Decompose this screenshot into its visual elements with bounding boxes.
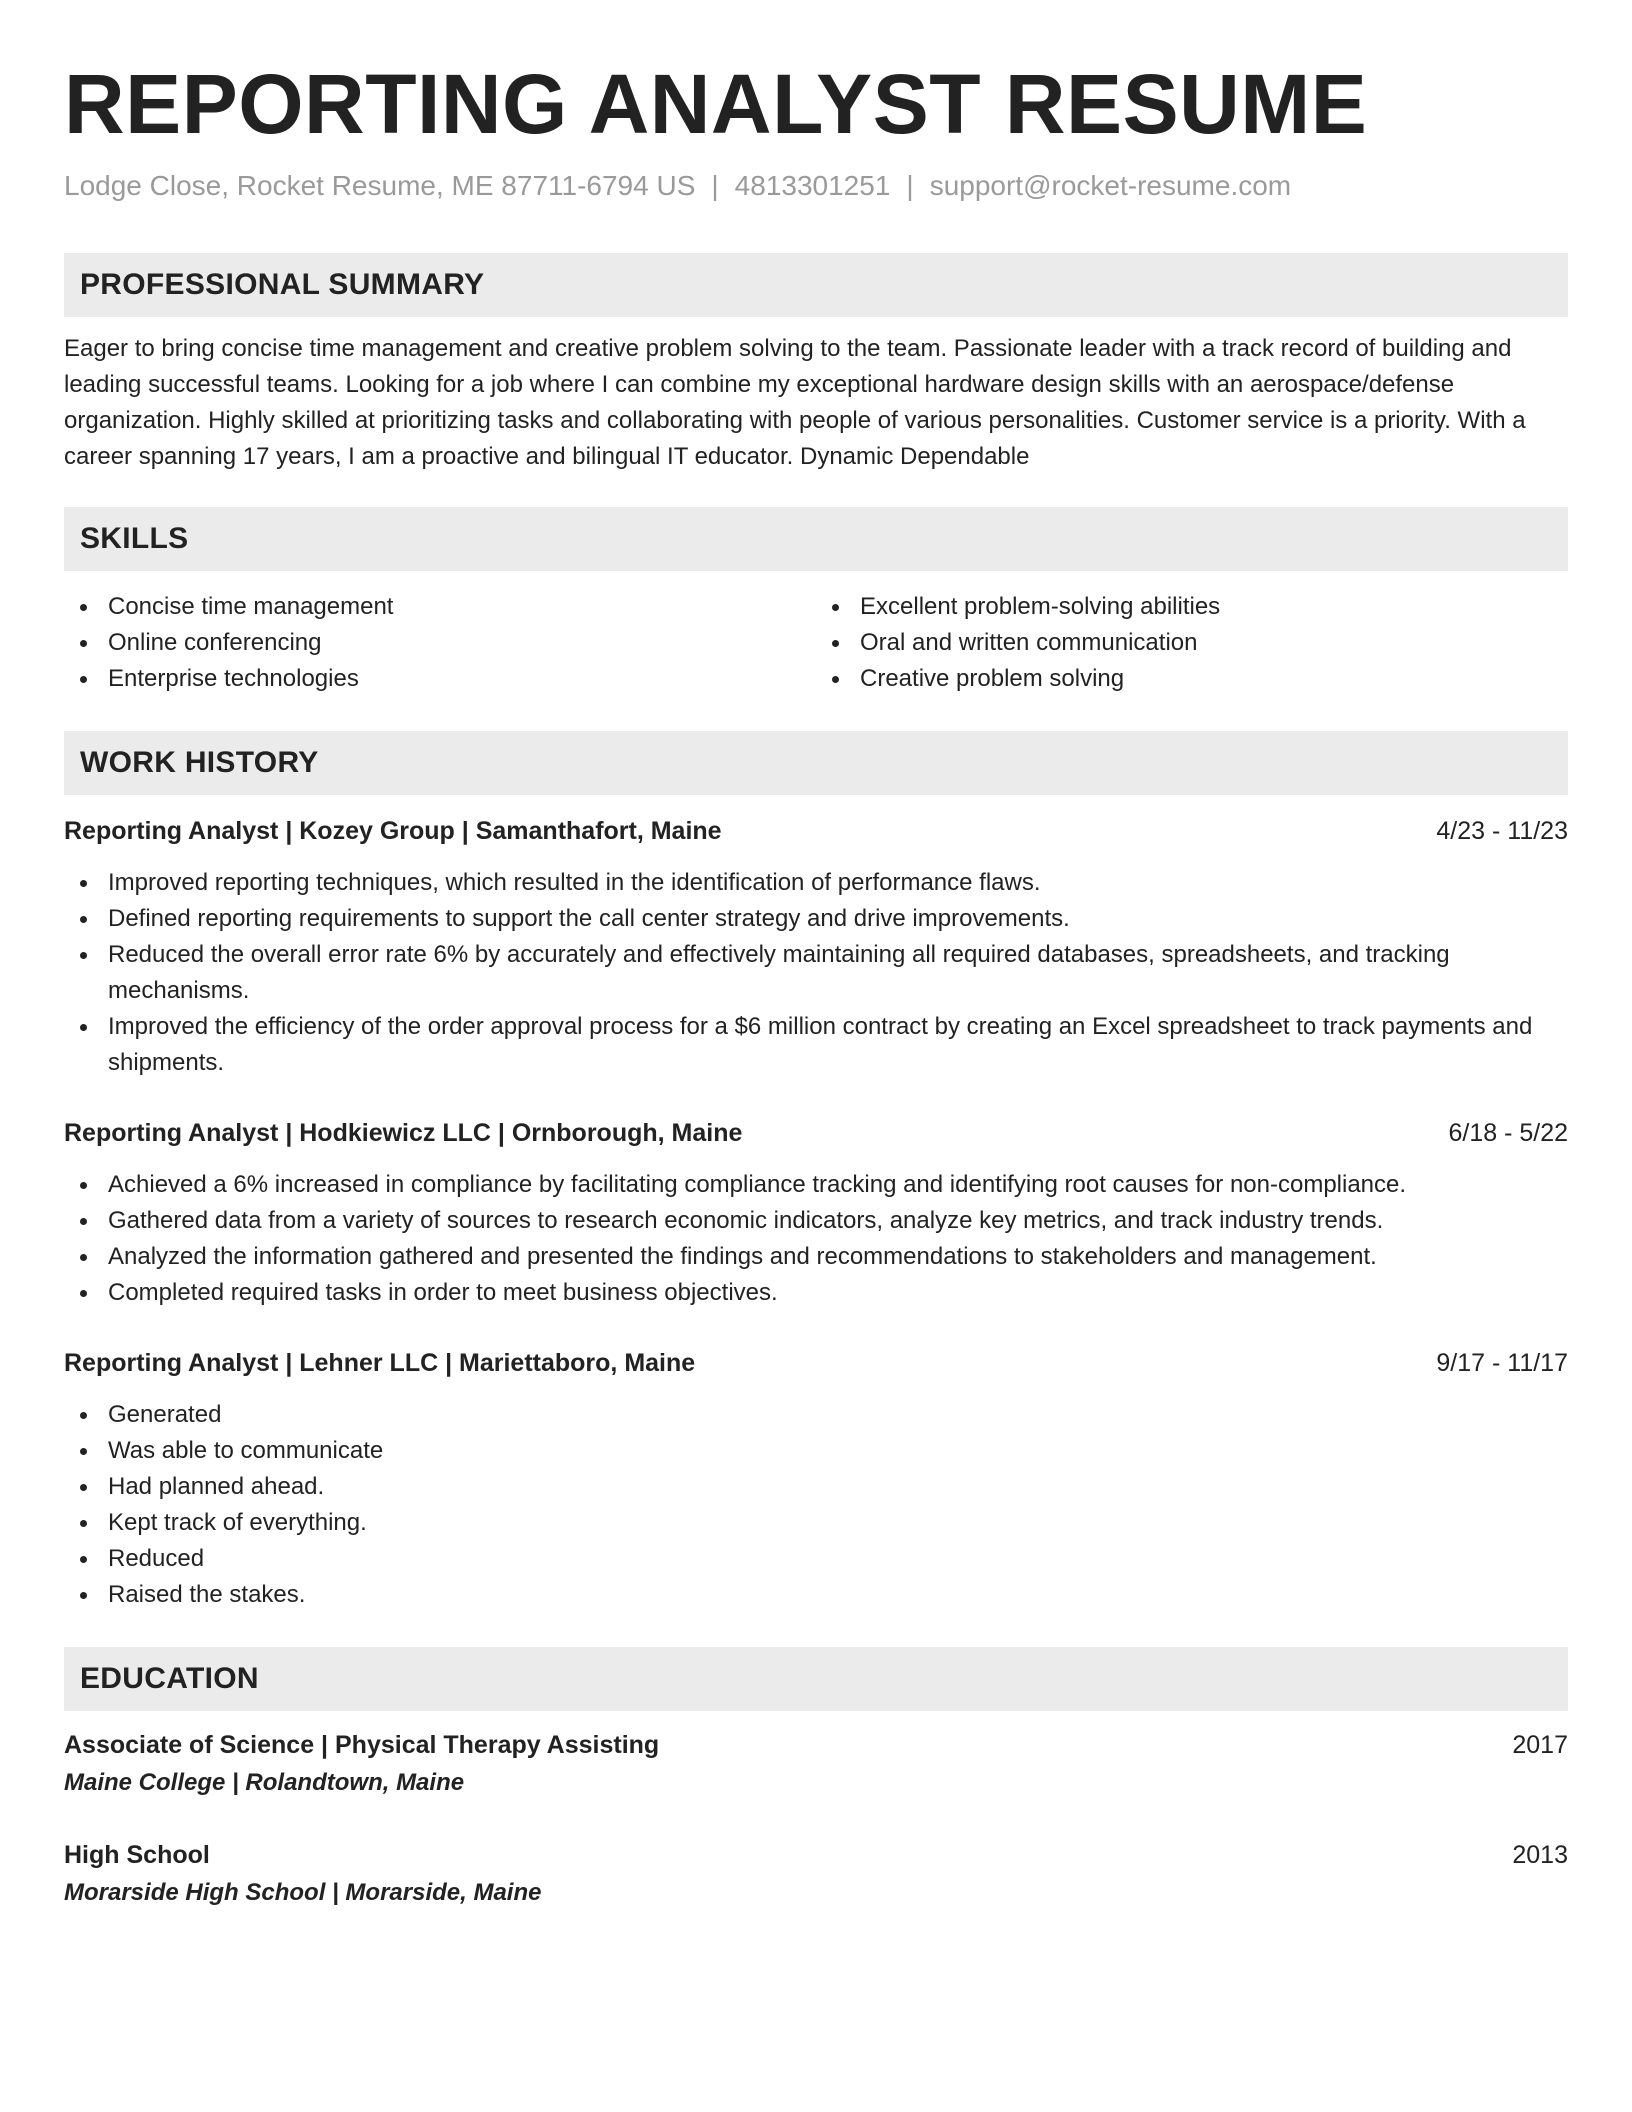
job-bullet: Had planned ahead. [64, 1469, 1568, 1505]
job-bullets [64, 1397, 1568, 1613]
graduation-year: 2013 [1512, 1841, 1568, 1869]
skill-item: Excellent problem-solving abilities [816, 589, 1568, 625]
job-title: Reporting Analyst | Kozey Group | Samanthafort, Maine [64, 817, 722, 845]
job-bullet: Generated [64, 1397, 1568, 1433]
graduation-year: 2017 [1512, 1731, 1568, 1759]
job-dates: 9/17 - 11/17 [1436, 1349, 1568, 1377]
job-bullet: Improved reporting techniques, which resulted in the identification of performance flaws. [64, 865, 1568, 901]
job-bullet: Defined reporting requirements to support the call center strategy and drive improvements. [64, 901, 1568, 937]
job-dates: 6/18 - 5/22 [1448, 1119, 1568, 1147]
job-bullet: Raised the stakes. [64, 1577, 1568, 1613]
contact-address: Lodge Close, Rocket Resume, ME 87711-6794 US [64, 170, 696, 201]
job-bullets [64, 865, 1568, 1081]
skills-column-left [64, 589, 816, 697]
education-entry [64, 1727, 1568, 1803]
job-bullets [64, 1167, 1568, 1311]
contact-separator: | [906, 170, 914, 201]
job-bullet: Was able to communicate [64, 1433, 1568, 1469]
school-name: Maine College | Rolandtown, Maine [64, 1769, 465, 1796]
skills-column-right [816, 589, 1568, 697]
skill-item: Creative problem solving [816, 661, 1568, 697]
job-bullet: Analyzed the information gathered and presented the findings and recommendations to stakeholders and management. [64, 1239, 1568, 1275]
work-history-heading: WORK HISTORY [64, 731, 1568, 795]
job-bullet: Reduced [64, 1541, 1568, 1577]
job-title: Reporting Analyst | Lehner LLC | Mariettaboro, Maine [64, 1349, 696, 1377]
contact-separator: | [711, 170, 719, 201]
job-bullet: Completed required tasks in order to meet business objectives. [64, 1275, 1568, 1311]
job-dates: 4/23 - 11/23 [1436, 817, 1568, 845]
skill-item: Oral and written communication [816, 625, 1568, 661]
summary-heading: PROFESSIONAL SUMMARY [64, 253, 1568, 317]
contact-phone: 4813301251 [734, 170, 891, 201]
job-title: Reporting Analyst | Hodkiewicz LLC | Ornborough, Maine [64, 1119, 743, 1147]
job-entry [64, 1345, 1568, 1613]
skills-heading: SKILLS [64, 507, 1568, 571]
contact-line [64, 166, 1568, 206]
skills-list [64, 589, 1568, 697]
contact-email: support@rocket-resume.com [929, 170, 1292, 201]
school-name: Morarside High School | Morarside, Maine [64, 1879, 542, 1906]
degree: Associate of Science | Physical Therapy Assisting [64, 1731, 660, 1759]
job-entry [64, 1115, 1568, 1311]
skill-item: Enterprise technologies [64, 661, 816, 697]
education-entry [64, 1837, 1568, 1913]
job-bullet: Gathered data from a variety of sources to research economic indicators, analyze key metrics, and track industry trends. [64, 1203, 1568, 1239]
degree: High School [64, 1841, 210, 1869]
summary-text: Eager to bring concise time management and creative problem solving to the team. Passionate leader with a track record of building and leading successful teams. Looking for a job where I can combine my exceptional hardware design skills with an aerospace/defense organization. Highly skilled at prioritizing tasks and collaborating with people of various personalities. Customer service is a priority. With a career spanning 17 years, I am a proactive and bilingual IT educator. Dynamic Dependable [64, 335, 1526, 470]
job-bullet: Improved the efficiency of the order approval process for a $6 million contract by creating an Excel spreadsheet to track payments and shipments. [64, 1009, 1568, 1081]
resume-title: REPORTING ANALYST RESUME [64, 57, 1368, 151]
job-entry [64, 813, 1568, 1081]
job-bullet: Reduced the overall error rate 6% by accurately and effectively maintaining all required databases, spreadsheets, and tracking mechanisms. [64, 937, 1568, 1009]
job-bullet: Kept track of everything. [64, 1505, 1568, 1541]
skill-item: Online conferencing [64, 625, 816, 661]
job-bullet: Achieved a 6% increased in compliance by facilitating compliance tracking and identifying root causes for non-compliance. [64, 1167, 1568, 1203]
skill-item: Concise time management [64, 589, 816, 625]
education-heading: EDUCATION [64, 1647, 1568, 1711]
